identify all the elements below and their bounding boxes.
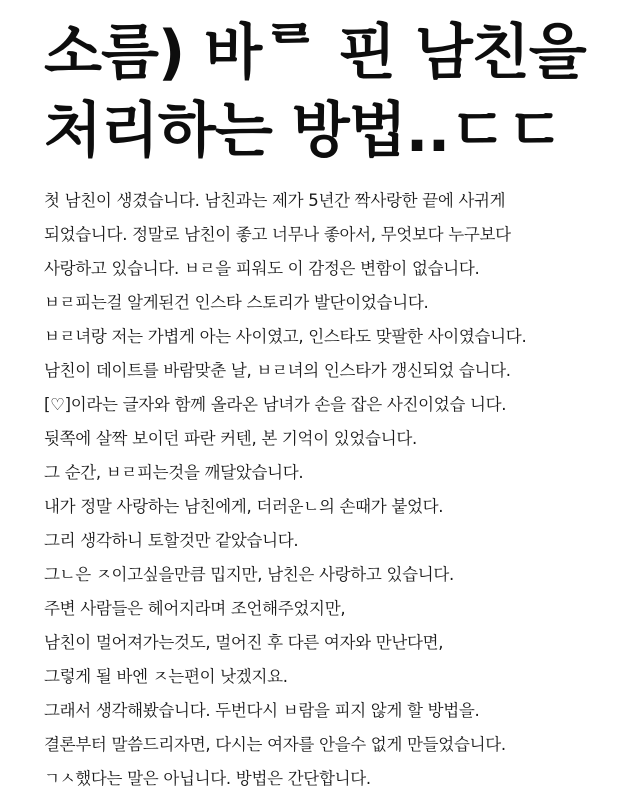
article-title-line-1: 소름) 바ᄅ 핀 남친을 [44,18,586,88]
body-line: 남친이 데이트를 바람맞춘 날, ㅂㄹ녀의 인스타가 갱신되었 습니다. [44,361,511,380]
body-line: 되었습니다. 정말로 남친이 좋고 너무나 좋아서, 무엇보다 누구보다 [44,225,511,244]
body-line: 남친이 멀어져가는것도, 멀어진 후 다른 여자와 만난다면, [44,633,444,652]
body-line: 그ㄴ은 ㅈ이고싶을만큼 밉지만, 남친은 사랑하고 있습니다. [44,565,454,584]
article-title [44,14,640,170]
body-line: 결론부터 말씀드리자면, 다시는 여자를 안을수 없게 만들었습니다. [44,735,506,754]
article-body [44,184,640,796]
body-line: 주변 사람들은 헤어지라며 조언해주었지만, [44,599,346,618]
body-line: 그래서 생각해봤습니다. 두번다시 ㅂ람을 피지 않게 할 방법을. [44,701,480,720]
body-line: 내가 정말 사랑하는 남친에게, 더러운ㄴ의 손때가 붙었다. [44,497,444,516]
body-line: 그 순간, ㅂㄹ피는것을 깨달았습니다. [44,463,304,482]
body-line: 그리 생각하니 토할것만 같았습니다. [44,531,299,550]
body-line: [♡]이라는 글자와 함께 올라온 남녀가 손을 잡은 사진이었습 니다. [44,395,507,414]
body-line: 그렇게 될 바엔 ㅈ는편이 낫겠지요. [44,667,288,686]
body-line: ㄱㅅ했다는 말은 아닙니다. 방법은 간단합니다. [44,769,371,788]
body-line: 첫 남친이 생겼습니다. 남친과는 제가 5년간 짝사랑한 끝에 사귀게 [44,191,506,210]
body-line: ㅂㄹ피는걸 알게된건 인스타 스토리가 발단이었습니다. [44,293,429,312]
article-title-line-2: 처리하는 방법..ㄷㄷ [44,96,564,166]
body-line: ㅂㄹ녀랑 저는 가볍게 아는 사이였고, 인스타도 맞팔한 사이였습니다. [44,327,527,346]
body-line: 뒷쪽에 살짝 보이던 파란 커텐, 본 기억이 있었습니다. [44,429,417,448]
body-line: 사랑하고 있습니다. ㅂㄹ을 피워도 이 감정은 변함이 없습니다. [44,259,480,278]
